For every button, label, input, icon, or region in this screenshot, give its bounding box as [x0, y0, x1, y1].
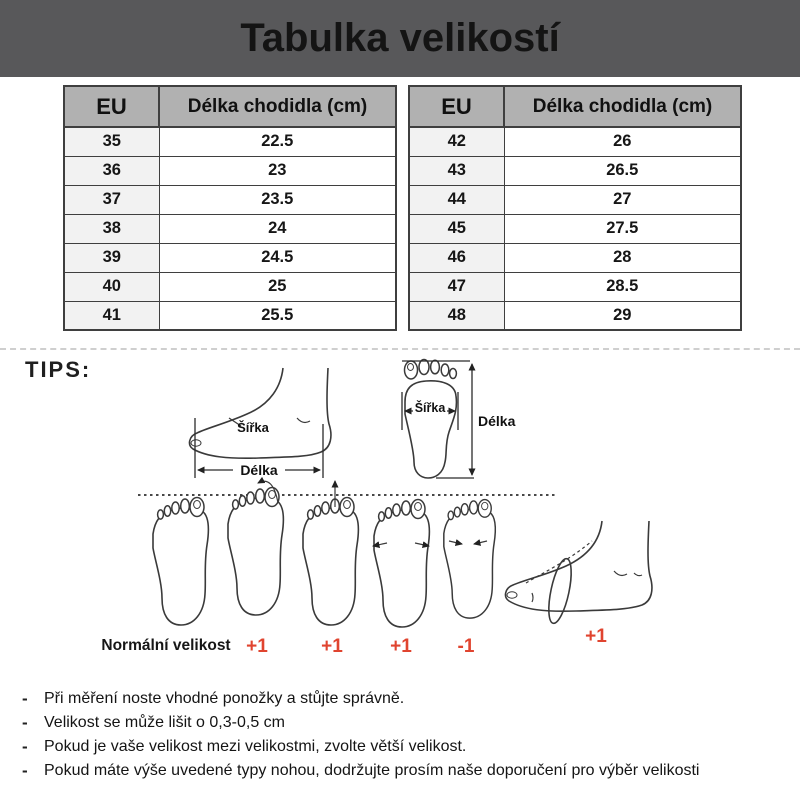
- width-label: Šířka: [237, 420, 269, 435]
- size-table-row: [64, 185, 396, 214]
- eu-size-cell: 36: [64, 156, 159, 185]
- foot-narrow: [444, 500, 496, 619]
- foot-type-label-normal: Normální velikost: [101, 637, 231, 654]
- note-item: [22, 714, 792, 731]
- foot-wide: [374, 500, 429, 628]
- eu-size-cell: 35: [64, 127, 159, 156]
- foot-normal: [153, 498, 208, 626]
- eu-size-cell: 37: [64, 185, 159, 214]
- little-toe: [450, 369, 457, 379]
- foot-type-label-long-second-toe: +1: [321, 636, 343, 657]
- eu-size-cell: 47: [409, 272, 504, 301]
- column-header-foot-length: Délka chodidla (cm): [159, 86, 396, 127]
- note-bullet: -: [22, 737, 28, 756]
- eu-size-cell: 42: [409, 127, 504, 156]
- eu-size-cell: 43: [409, 156, 504, 185]
- foot-length-cell: 25.5: [159, 301, 396, 330]
- eu-size-cell: 48: [409, 301, 504, 330]
- note-text: Při měření noste vhodné ponožky a stůjte správně.: [44, 690, 405, 707]
- foot-length-cell: 28: [504, 243, 741, 272]
- note-text: Pokud máte výše uvedené typy nohou, dodržujte prosím naše doporučení pro výběr velikosti: [44, 762, 700, 779]
- foot-length-cell: 25: [159, 272, 396, 301]
- dashed-separator: [0, 348, 800, 350]
- size-table-row: [64, 127, 396, 156]
- size-table-body-left: [64, 127, 396, 330]
- size-table-row: [409, 301, 741, 330]
- note-text: Pokud je vaše velikost mezi velikostmi, zvolte větší velikost.: [44, 738, 467, 755]
- eu-size-cell: 44: [409, 185, 504, 214]
- eu-size-cell: 46: [409, 243, 504, 272]
- size-table-row: [409, 127, 741, 156]
- size-table-row: [409, 272, 741, 301]
- table-header-row: [64, 86, 396, 127]
- size-table-row: [409, 214, 741, 243]
- foot-type-label-high-instep: +1: [585, 626, 607, 647]
- foot-type-label-long-big-toe: +1: [246, 636, 268, 657]
- tips-heading: TIPS:: [25, 357, 92, 382]
- eu-size-cell: 39: [64, 243, 159, 272]
- eu-size-cell: 38: [64, 214, 159, 243]
- size-table-row: [64, 214, 396, 243]
- size-table-eu-35-41: [63, 85, 397, 331]
- length-label: Délka: [478, 413, 516, 429]
- foot-length-cell: 28.5: [504, 272, 741, 301]
- foot-length-cell: 29: [504, 301, 741, 330]
- foot-length-cell: 23.5: [159, 185, 396, 214]
- foot-long-second-toe: [303, 498, 358, 626]
- title-banner: [0, 0, 800, 77]
- foot-type-label-narrow: -1: [457, 636, 475, 657]
- note-bullet: -: [22, 713, 28, 732]
- column-header-eu: EU: [409, 86, 504, 127]
- eu-size-cell: 45: [409, 214, 504, 243]
- note-bullet: -: [22, 761, 28, 780]
- note-item: [22, 762, 792, 779]
- second-toe: [419, 360, 429, 375]
- foot-length-cell: 27.5: [504, 214, 741, 243]
- eu-size-cell: 40: [64, 272, 159, 301]
- size-table-row: [409, 243, 741, 272]
- foot-high-instep: [506, 521, 652, 625]
- size-table-row: [64, 301, 396, 330]
- length-label: Délka: [240, 462, 278, 478]
- size-table-row: [64, 243, 396, 272]
- foot-length-cell: 27: [504, 185, 741, 214]
- column-header-foot-length: Délka chodidla (cm): [504, 86, 741, 127]
- foot-sole-outline: [405, 381, 456, 478]
- foot-type-label-wide: +1: [390, 636, 412, 657]
- note-item: [22, 738, 792, 755]
- size-table-row: [409, 185, 741, 214]
- size-table-eu-42-48: [408, 85, 742, 331]
- eu-size-cell: 41: [64, 301, 159, 330]
- foot-length-cell: 22.5: [159, 127, 396, 156]
- note-bullet: -: [22, 689, 28, 708]
- foot-length-cell: 26: [504, 127, 741, 156]
- foot-length-cell: 26.5: [504, 156, 741, 185]
- foot-long-big-toe: [228, 488, 283, 616]
- column-header-eu: EU: [64, 86, 159, 127]
- foot-side-outline: [190, 368, 331, 458]
- size-table-row: [64, 272, 396, 301]
- foot-length-cell: 24: [159, 214, 396, 243]
- notes-list: [22, 690, 792, 786]
- page-title: Tabulka velikostí: [240, 16, 560, 60]
- third-toe: [431, 360, 440, 374]
- foot-length-cell: 23: [159, 156, 396, 185]
- size-table-body-right: [409, 127, 741, 330]
- foot-length-cell: 24.5: [159, 243, 396, 272]
- foot-top-measure-diagram: [398, 356, 538, 486]
- size-table-row: [409, 156, 741, 185]
- foot-types-diagram: [110, 475, 680, 647]
- note-text: Velikost se může lišit o 0,3-0,5 cm: [44, 714, 285, 731]
- foot-side-measure-diagram: [185, 366, 335, 484]
- size-table-row: [64, 156, 396, 185]
- fourth-toe: [441, 364, 449, 376]
- table-header-row: [409, 86, 741, 127]
- width-label: Šířka: [414, 401, 446, 415]
- note-item: [22, 690, 792, 707]
